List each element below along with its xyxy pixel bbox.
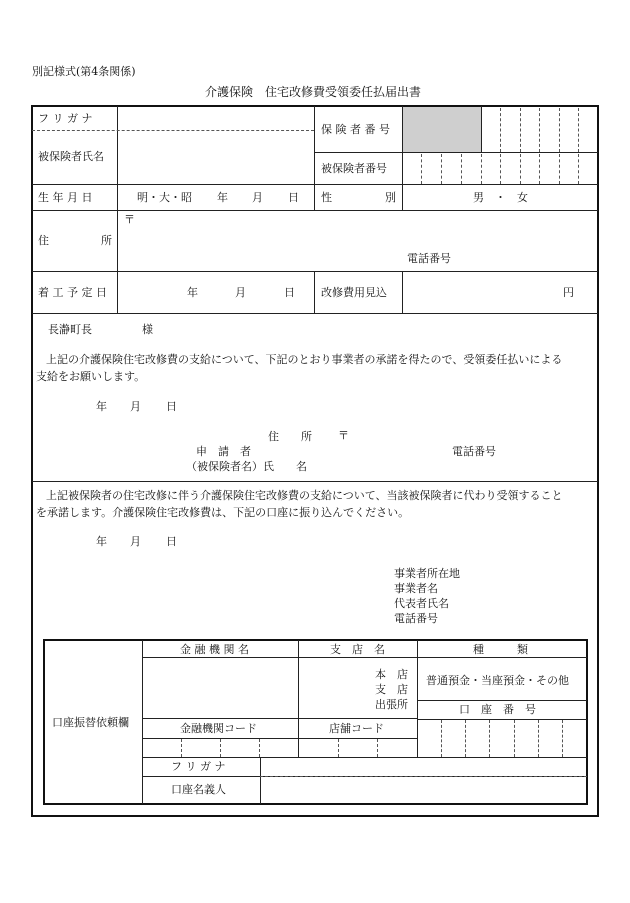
request-date-year: 年 <box>96 400 107 413</box>
consent-date-day: 日 <box>166 535 177 548</box>
business-address-label: 事業者所在地 <box>394 567 460 580</box>
applicant-label: 申 請 者 <box>196 445 251 458</box>
yen-unit: 円 <box>563 286 574 299</box>
insurer-number-shaded <box>403 107 481 152</box>
account-number-label: 口 座 番 号 <box>459 703 536 716</box>
applicant-postal-mark: 〒 <box>338 429 349 442</box>
mayor-label: 長瀞町長 <box>48 323 92 336</box>
account-type-label: 種 類 <box>473 643 528 656</box>
form-title: 介護保険 住宅改修費受領委任払届出書 <box>205 85 422 99</box>
holder-furigana-label: フ リ ガ ナ <box>171 760 226 773</box>
consent-body-line1: 上記被保険者の住宅改修に伴う介護保険住宅改修費の支給について、当該被保険者に代わり受領すること <box>46 489 563 502</box>
cost-estimate-label: 改修費用見込 <box>321 286 387 299</box>
birth-date-label: 生 年 月 日 <box>38 191 93 204</box>
institution-name-label: 金 融 機 関 名 <box>180 643 249 656</box>
furigana-label: フ リ ガ ナ <box>38 112 93 125</box>
sex-label-2: 別 <box>385 191 396 204</box>
mayor-honorific: 様 <box>142 323 153 336</box>
form-note: 別記様式(第4条関係) <box>32 65 136 78</box>
address-label-2: 所 <box>101 234 112 247</box>
insurer-number-label: 保 険 者 番 号 <box>321 123 390 136</box>
consent-date-year: 年 <box>96 535 107 548</box>
account-holder-label: 口座名義人 <box>171 783 226 796</box>
representative-name-label: 代表者氏名 <box>394 597 449 610</box>
birth-month: 月 <box>252 191 263 204</box>
branch-code-label: 店舗コード <box>329 722 384 735</box>
applicant-address-label: 住 所 <box>268 430 312 443</box>
request-date-month: 月 <box>130 400 141 413</box>
request-body-line1: 上記の介護保険住宅改修費の支給について、下記のとおり事業者の承諾を得たので、受領委任払いによる <box>46 353 563 366</box>
birth-year: 年 <box>217 191 228 204</box>
business-phone-label: 電話番号 <box>394 612 438 625</box>
era-options: 明・大・昭 <box>137 191 192 204</box>
insured-number-label: 被保険者番号 <box>321 162 387 175</box>
applicant-phone-label: 電話番号 <box>452 445 496 458</box>
request-body-line2: 支給をお願いします。 <box>36 370 146 383</box>
account-type-options: 普通預金・当座預金・その他 <box>426 674 569 687</box>
branch-type-branch: 支 店 <box>375 683 408 696</box>
start-date-label: 着 工 予 定 日 <box>38 286 107 299</box>
start-year: 年 <box>187 286 198 299</box>
sex-options: 男 ・ 女 <box>473 191 528 204</box>
consent-date-month: 月 <box>130 535 141 548</box>
start-day: 日 <box>284 286 295 299</box>
postal-mark: 〒 <box>124 213 135 226</box>
applicant-name-label: （被保険者名）氏 名 <box>186 460 307 473</box>
branch-name-label: 支 店 名 <box>330 643 385 656</box>
request-date-day: 日 <box>166 400 177 413</box>
phone-label: 電話番号 <box>407 252 451 265</box>
sex-label: 性 <box>321 191 332 204</box>
address-label: 住 <box>38 234 49 247</box>
start-month: 月 <box>235 286 246 299</box>
consent-body-line2: を承諾します。介護保険住宅改修費は、下記の口座に振り込んでください。 <box>36 506 410 519</box>
birth-day: 日 <box>288 191 299 204</box>
institution-code-label: 金融機関コード <box>180 722 257 735</box>
branch-type-office: 出張所 <box>375 698 408 711</box>
branch-type-main: 本 店 <box>375 668 408 681</box>
insured-name-label: 被保険者氏名 <box>38 150 104 163</box>
business-name-label: 事業者名 <box>394 582 438 595</box>
bank-section-label: 口座振替依頼欄 <box>52 716 129 729</box>
